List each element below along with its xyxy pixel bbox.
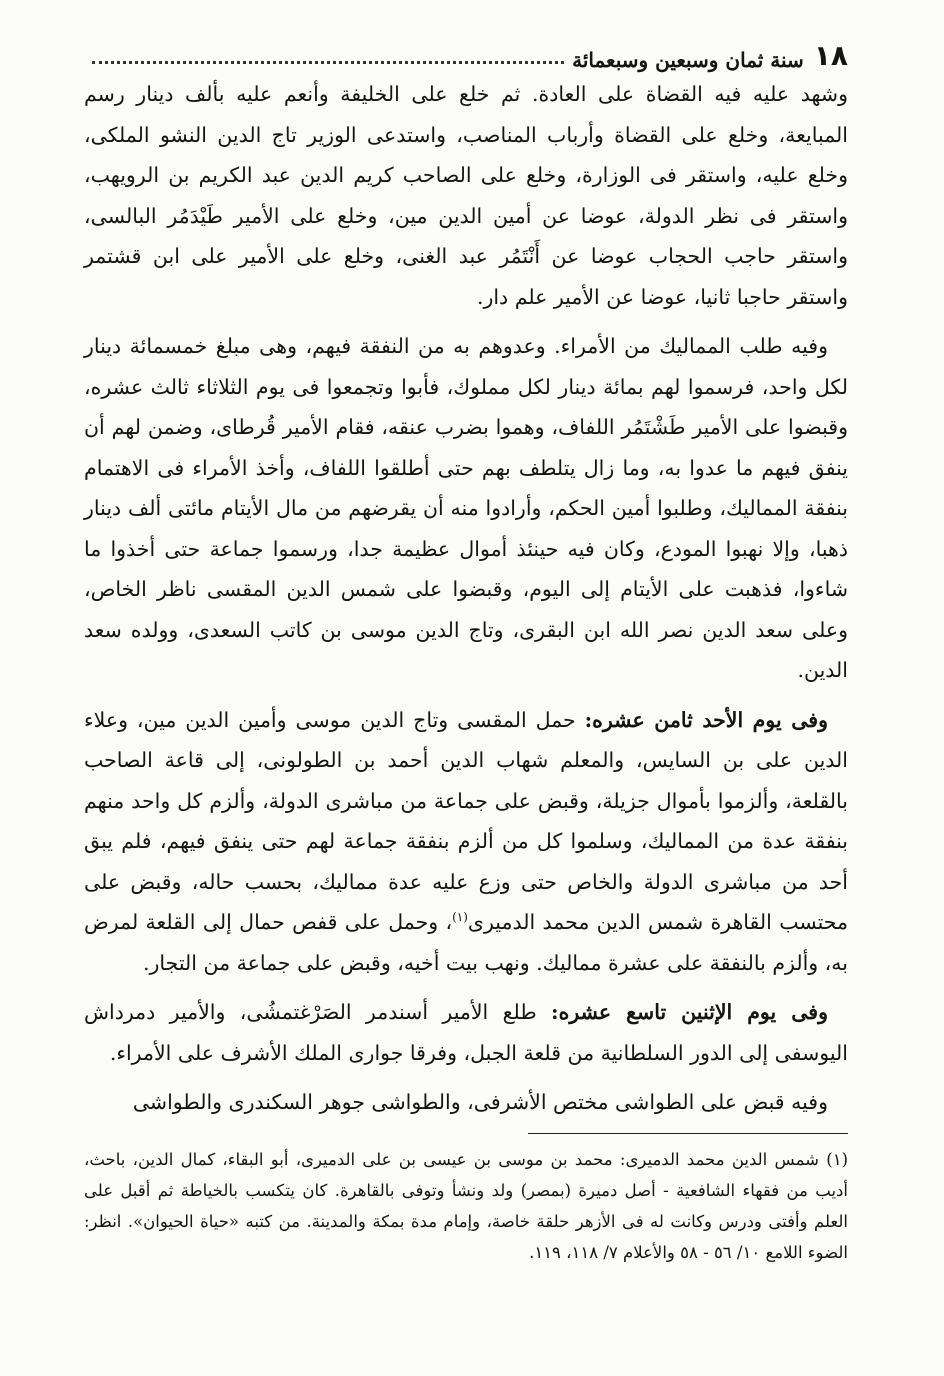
leader-dots — [92, 61, 564, 64]
running-title: سنة ثمان وسبعين وسبعمائة — [572, 48, 804, 72]
paragraph — [84, 1082, 848, 1123]
main-text — [84, 74, 848, 1123]
paragraph-text: حمل المقسى وتاج الدين موسى وأمين الدين مين، وعلاء الدين على بن السايس، والمعلم شهاب الدين أحمد بن الطولونى، إلى قاعة الصاحب بالقلعة، وألزموا بأموال جزيلة، وقبض على جماعة من مباشرى الدولة، وألزم كل واحد منهم بنفقة عدة من المماليك، وسلموا كل من ألزم بنفقة جماعة لهم حتى ينفق فيهم، فلم يبق أحد من مباشرى الدولة والخاص حتى وزع عليه عدة مماليك، بحسب حاله، وقبض على محتسب القاهرة شمس الدين محمد الدميرى — [84, 707, 849, 934]
page-header — [84, 28, 848, 72]
paragraph-text: وفيه طلب المماليك من الأمراء. وعدوهم به من النفقة فيهم، وهى مبلغ خمسمائة دينار لكل واحد، فرسموا لهم بمائة دينار لكل مملوك، فأبوا وتجمعوا فى يوم الثلاثاء ثالث عشره، وقبضوا على الأمير طَشْتَمُر اللفاف، وهموا بضرب عنقه، فقام الأمير قُرطاى، وضمن لهم أن ينفق فيهم ما عدوا به، وما زال يتلطف بهم حتى أطلقوا اللفاف، وأخذ الأمراء فى الاهتمام بنفقة المماليك، وطلبوا أمين الحكم، وأرادوا منه أن يقرضهم من مال الأيتام مائتى ألف دينار ذهبا، وإلا نهبوا المودع، وكان فيه حينئذ أموال عظيمة جدا، ورسموا جماعة حتى أخذوا ما شاءوا، فذهبت على الأيتام إلى اليوم، وقبضوا على شمس الدين المقسى ناظر الخاص، وعلى سعد الدين نصر الله ابن البقرى، وتاج الدين موسى بن كاتب السعدى، وولده سعد الدين. — [84, 334, 848, 682]
paragraph-text: طلع الأمير أسندمر الصَرْغتمشُى، والأمير دمرداش اليوسفى إلى الدور السلطانية من قلعة الجبل، وفرقا جوارى الملك الأشرف على الأمراء. — [84, 1000, 848, 1065]
paragraph — [84, 74, 848, 317]
paragraph — [84, 992, 848, 1073]
footnotes — [84, 1144, 848, 1268]
page-number: ١٨ — [813, 39, 848, 72]
footnote-reference[interactable]: (١) — [452, 910, 468, 925]
paragraph-lead: وفى يوم الأحد ثامن عشره: — [584, 707, 828, 732]
footnote-divider — [528, 1133, 848, 1134]
paragraph-text: وفيه قبض على الطواشى مختص الأشرفى، والطواشى جوهر السكندرى والطواشى — [132, 1090, 828, 1114]
paragraph-lead: وفى يوم الإثنين تاسع عشره: — [551, 1000, 828, 1024]
paragraph-text-continued: ، وحمل على قفص حمال إلى القلعة لمرض به، وألزم بالنفقة على عشرة مماليك. ونهب بيت أخيه، وقبض على جماعة من التجار. — [84, 910, 848, 975]
footnote: (١) شمس الدين محمد الدميرى: محمد بن موسى بن عيسى بن على الدميرى، أبو البقاء، كمال الدين، باحث، أديب من فقهاء الشافعية - أصل دميرة (بمصر) ولد ونشأ وتوفى بالقاهرة. كان يتكسب بالخياطة ثم أقبل على العلم وأفتى ودرس وكانت له فى الأزهر حلقة خاصة، وإمام مدة بمكة والمدينة. من كتبه «حياة الحيوان». انظر: الضوء اللامع ١٠/ ٥٦ - ٥٨ والأعلام ٧/ ١١٨، ١١٩. — [84, 1149, 848, 1262]
paragraph — [84, 326, 848, 691]
paragraph — [84, 700, 848, 984]
book-page — [84, 28, 848, 1268]
paragraph-text: وشهد عليه فيه القضاة على العادة. ثم خلع على الخليفة وأنعم عليه بألف دينار رسم المبايعة، وخلع على القضاة وأرباب المناصب، واستدعى الوزير تاج الدين النشو الملكى، وخلع عليه، واستقر فى الوزارة، وخلع على الصاحب كريم الدين عبد الكريم بن الرويهب، واستقر فى نظر الدولة، عوضا عن أمين الدين مين، وخلع على الأمير طَيْدَمُر البالسى، واستقر حاجب الحجاب عوضا عن أَنْتَمُر عبد الغنى، وخلع على الأمير على ابن قشتمر واستقر حاجبا ثانيا، عوضا عن الأمير علم دار. — [84, 82, 848, 309]
